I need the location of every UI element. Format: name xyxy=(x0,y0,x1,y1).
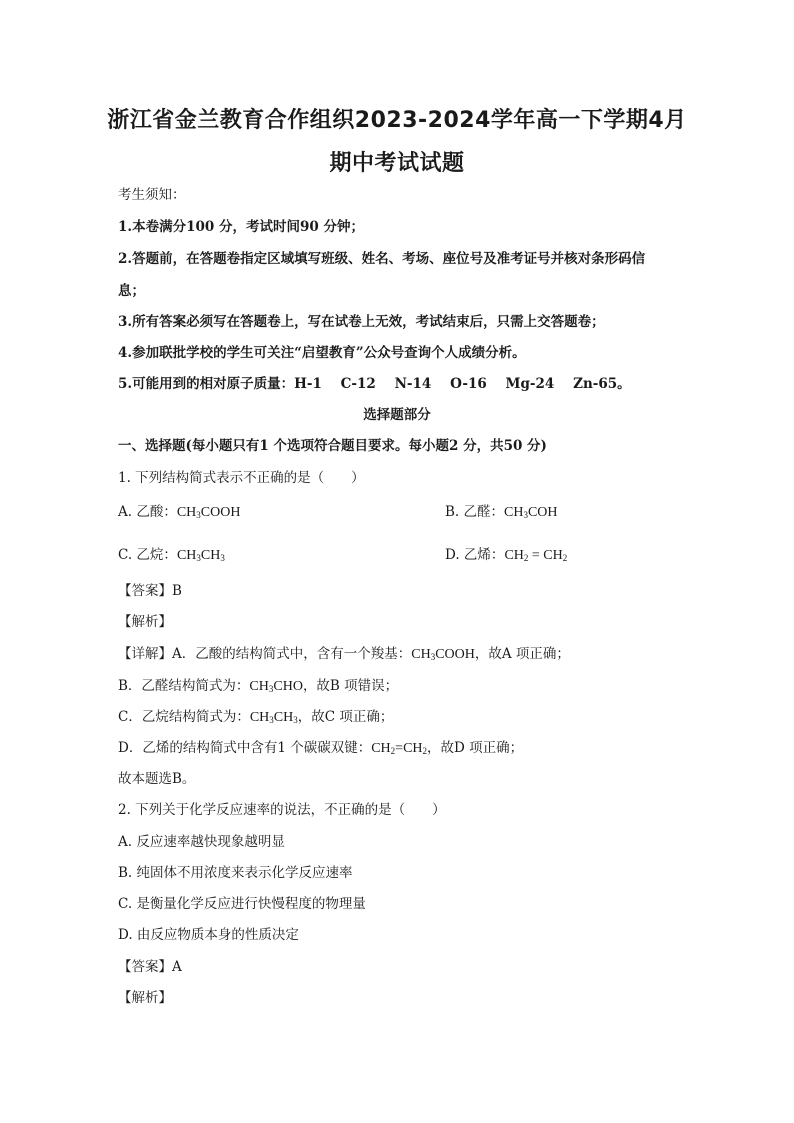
q1-option-d-label: D. 乙烯： xyxy=(445,547,505,563)
q1-detail-a-formula: $CH_3COOH$ xyxy=(411,647,475,662)
q2-stem: 2. 下列关于化学反应速率的说法，不正确的是（ ） xyxy=(118,802,446,818)
q1-answer: 【答案】B xyxy=(118,583,182,599)
q1-option-b xyxy=(445,503,558,522)
exam-title-line2: 期中考试试题 xyxy=(329,151,465,176)
q1-detail-d-formula: $CH_2=CH_2$ xyxy=(371,741,428,756)
notice-item-5: 5.可能用到的相对原子质量：H-1 C-12 N-14 O-16 Mg-24 Zn-65。 xyxy=(118,376,631,392)
q1-option-b-label: B. 乙醛： xyxy=(445,504,505,520)
q2-option-d: D. 由反应物质本身的性质决定 xyxy=(118,927,299,943)
q1-stem: 1. 下列结构简式表示不正确的是（ ） xyxy=(118,470,365,486)
q2-option-c: C. 是衡量化学反应进行快慢程度的物理量 xyxy=(118,896,366,912)
notice-item-2-cont: 息； xyxy=(118,283,145,299)
q1-option-d-formula: $CH_2 = CH_2$ xyxy=(504,548,568,563)
q1-option-c xyxy=(118,546,225,565)
q1-option-d xyxy=(445,546,567,565)
q1-option-a-label: A. 乙酸： xyxy=(118,504,177,520)
q2-option-b: B. 纯固体不用浓度来表示化学反应速率 xyxy=(118,865,353,881)
q1-detail-a: 【详解】A．乙酸的结构简式中，含有一个羧基：$CH_3COOH$，故A 项正确； xyxy=(118,646,570,662)
q1-option-b-formula: $CH_3COH$ xyxy=(504,505,558,520)
q1-option-a xyxy=(118,503,240,522)
q1-detail-c: C．乙烷结构简式为：$CH_3CH_3$，故C 项正确； xyxy=(118,709,394,725)
q1-detail-d: D．乙烯的结构简式中含有1 个碳碳双键：$CH_2=CH_2$，故D 项正确； xyxy=(118,740,524,756)
q1-conclusion: 故本题选B。 xyxy=(118,771,196,787)
q1-analysis-label: 【解析】 xyxy=(118,614,172,630)
q1-option-a-formula: $CH_3COOH$ xyxy=(176,505,241,520)
q1-option-c-formula: $CH_3CH_3$ xyxy=(176,548,225,563)
q2-answer: 【答案】A xyxy=(118,959,182,975)
notice-item-4: 4.参加联批学校的学生可关注“启望教育”公众号查询个人成绩分析。 xyxy=(118,345,526,361)
exam-title-line1: 浙江省金兰教育合作组织2023-2024学年高一下学期4月 xyxy=(107,108,687,133)
section-instructions: 一、选择题(每小题只有1 个选项符合题目要求。每小题2 分，共50 分) xyxy=(118,438,547,454)
q2-option-a: A. 反应速率越快现象越明显 xyxy=(118,834,285,850)
section-title: 选择题部分 xyxy=(363,407,431,423)
notice-heading: 考生须知： xyxy=(118,187,186,203)
notice-item-1: 1.本卷满分100 分，考试时间90 分钟； xyxy=(118,219,364,235)
q1-detail-b: B．乙醛结构简式为：$CH_3CHO$，故B 项错误； xyxy=(118,678,399,694)
notice-item-3: 3.所有答案必须写在答题卷上，写在试卷上无效，考试结束后，只需上交答题卷； xyxy=(118,314,605,330)
q1-option-c-label: C. 乙烷： xyxy=(118,547,177,563)
notice-item-2: 2.答题前，在答题卷指定区域填写班级、姓名、考场、座位号及准考证号并核对条形码信 xyxy=(118,251,646,267)
q2-analysis-label: 【解析】 xyxy=(118,990,172,1006)
q1-detail-c-formula: $CH_3CH_3$ xyxy=(249,710,298,725)
q1-detail-b-formula: $CH_3CHO$ xyxy=(249,679,303,694)
